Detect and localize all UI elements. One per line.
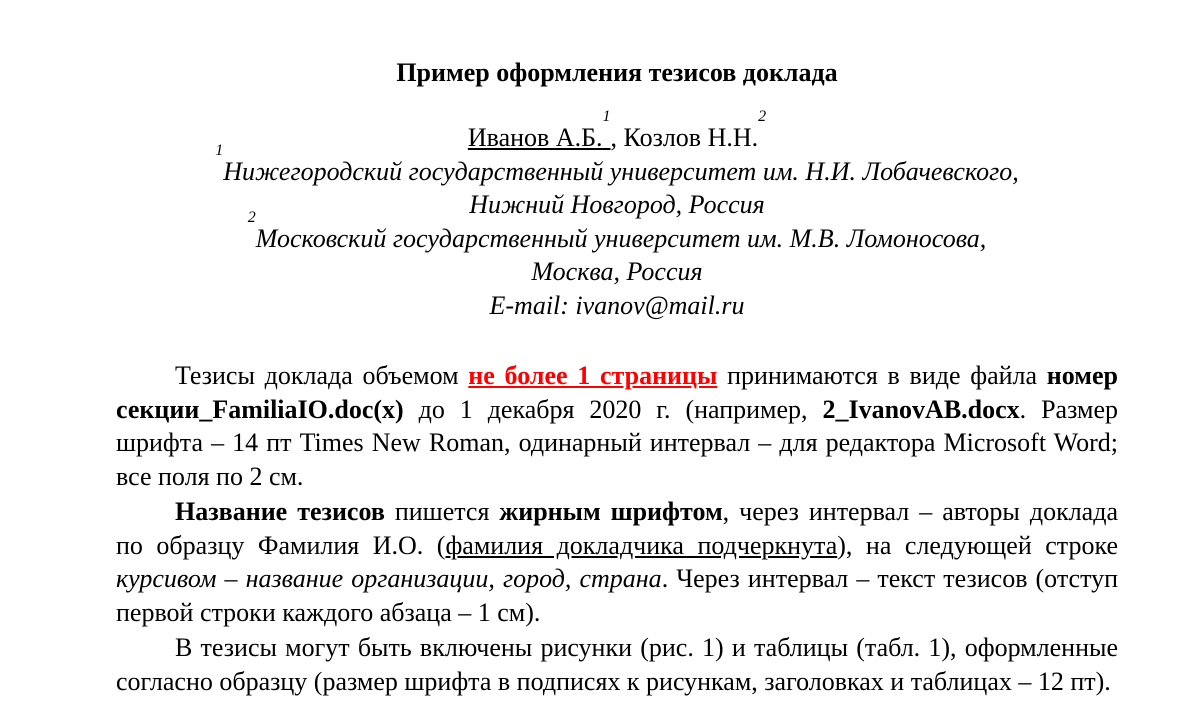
author-1-superscript: 1 — [602, 108, 611, 125]
author-2-superscript: 2 — [758, 108, 767, 125]
p2-text-1: пишется — [384, 497, 500, 526]
paragraph-1 — [116, 359, 1118, 493]
p2-text-4: . Через интервал – текст тезисов (отступ первой строки каждого абзаца – 1 см). — [116, 564, 1118, 627]
affiliation-1-superscript: 1 — [215, 141, 224, 159]
p1-text-2: принимаются в виде файла — [717, 361, 1047, 390]
p2-text-3: ), на следующей строке — [837, 530, 1119, 560]
paragraph-2 — [116, 495, 1118, 629]
paragraph-3 — [116, 631, 1118, 698]
p2-text-2: , через интервал – авторы доклада по образцу Фамилия И.О. ( — [116, 497, 1118, 560]
affiliation-2-superscript: 2 — [247, 208, 256, 226]
page-limit-highlight: не более 1 страницы — [468, 361, 718, 390]
author-presenter — [467, 108, 611, 152]
filename-example: 2_IvanovAB.docx — [822, 394, 1020, 424]
p2-italic: курсивом – название организации, город, страна — [116, 564, 662, 593]
affiliation-2-organization: Московский государственный университет им. М.В. Ломоносова, — [255, 223, 987, 253]
p2-bold-font: жирным шрифтом — [499, 497, 723, 526]
affiliation-2-line-2: Москва, Россия — [531, 257, 703, 286]
filename-pattern: номер секции_FamiliaIO.doc(x) — [116, 361, 1118, 424]
affiliation-1-organization: Нижегородский государственный университет им. Н.И. Лобачевского, — [223, 156, 1019, 186]
authors-line — [116, 108, 1118, 155]
authors-block — [116, 108, 1118, 322]
affiliation-2-line-1 — [116, 208, 1118, 256]
email-line: E-mail: ivanov@mail.ru — [489, 290, 745, 320]
p1-text-1: Тезисы доклада объемом — [175, 361, 469, 390]
p1-text-3: до 1 декабря 2020 г. (например, — [403, 394, 823, 424]
p3-text-1: В тезисы могут быть включены рисунки (рис. 1) и таблицы (табл. 1), оформленные согласно образцу (размер шрифта в подписях к рисункам, заголовках и таблицах – 12 пт). — [116, 633, 1118, 696]
p1-text-4: . Размер шрифта – 14 пт Times New Roman, одинарный интервал – для редактора Microsoft Word; все поля по 2 см. — [116, 394, 1118, 491]
author-separator: , — [610, 123, 624, 152]
p2-bold-title: Название тезисов — [175, 497, 385, 526]
author-1-name: Иванов А.Б. — [467, 123, 603, 152]
p2-underlined: фамилия докладчика подчеркнута — [445, 530, 838, 560]
author-2-name: Козлов Н.Н. — [623, 123, 759, 152]
abstract-body — [116, 359, 1118, 698]
affiliation-1-line-1 — [116, 141, 1118, 189]
document-title: Пример оформления тезисов доклада — [396, 58, 838, 87]
affiliation-1-line-2: Нижний Новгород, Россия — [469, 190, 765, 219]
